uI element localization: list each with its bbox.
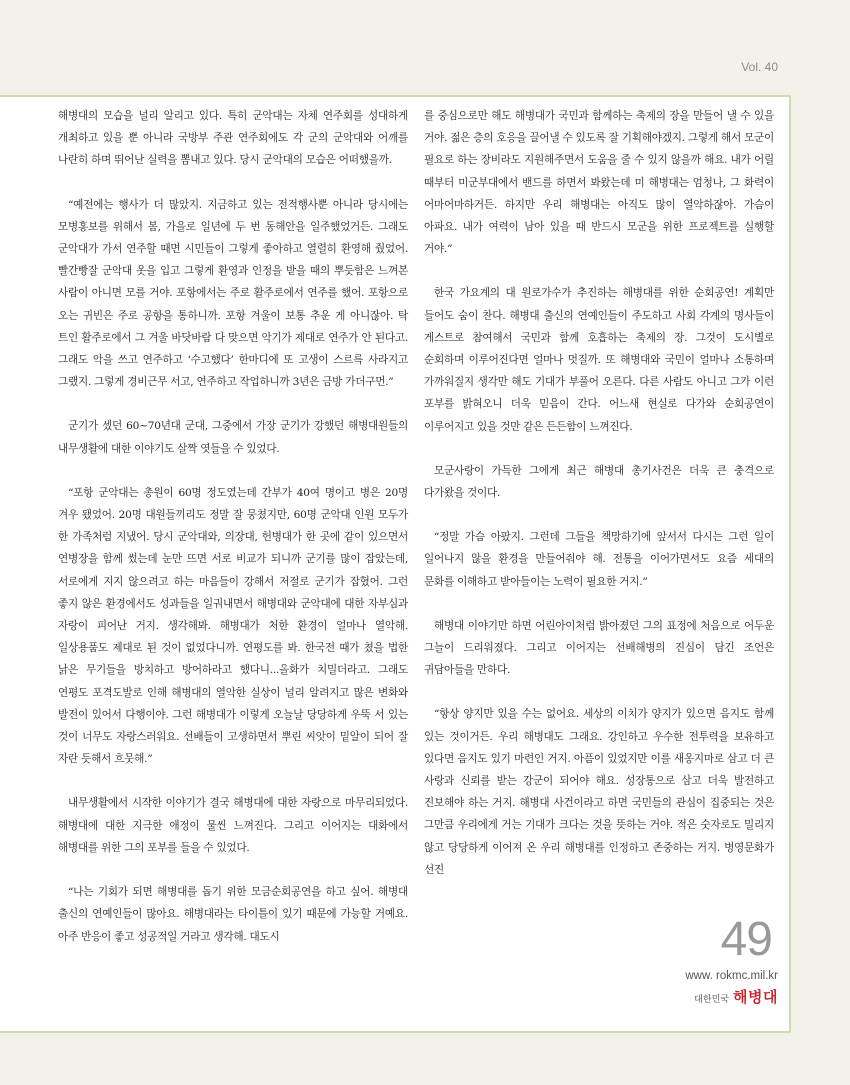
paragraph: “정말 가슴 아팠지. 그런데 그들을 책망하기에 앞서서 다시는 그런 일이 일어나지 않을 환경을 만들어줘야 해. 전통을 이어가면서도 요즘 세대의 문화를 이해하고 받아들이는 노력이 필요한 거지.” [424, 531, 774, 588]
paragraph: 를 중심으로만 해도 해병대가 국민과 함께하는 축제의 장을 만들어 낼 수 있을 거야. 젊은 층의 호응을 끌어낼 수 있도록 잘 기획해야겠지. 그렇게 해서 모군이 필요로 하는 장비라도 지원해주면서 도움을 줄 수 있지 않을까 해요. 내가 어릴 때부터 미군부대에서 밴드를 하면서 봐왔는데 미 해병대는 엄청나, 그 화력이 어마어마하거든. 하지만 우리 해병대는 아직도 많이 열악하잖아. 가슴이 아파요. 내가 여력이 남아 있을 때 반드시 모군을 위한 프로젝트를 실행할 거야.” [424, 110, 775, 256]
brand-name: 해병대 [733, 989, 778, 1006]
page-number: 49 [720, 913, 772, 966]
paragraph: “예전에는 행사가 더 많았지. 지금하고 있는 전적행사뿐 아니라 당시에는 모병홍보를 위해서 봄, 가을로 일년에 두 번 동해안을 일주했었거든. 그래도 군악대가 가서 연주할 때면 시민들이 그렇게 좋아하고 열렬히 환영해 줬었어. 빨간빵잘 군악대 옷을 입고 그렇게 환영과 인정을 받을 때의 뿌듯함은 느껴본 사람이 아니면 모를 거야. 포항에서는 주로 활주로에서 연주를 했어. 포항으로 오는 귀빈은 주로 공항을 통하니까. 포항 겨울이 보통 추운 게 아니잖아. 탁 트인 활주로에서 그 겨울 바닷바람 다 맞으면 악기가 제대로 연주가 안 된다고. 그래도 악을 쓰고 연주하고 ‘수고했다’ 한마디에 또 고생이 스르륵 사라지고 그랬지. 그렇게 경비근무 서고, 연주하고 작업하니까 3년은 금방 가더구먼.” [58, 198, 408, 389]
website-link[interactable]: www. rokmc.mil.kr [685, 970, 778, 982]
brand-small-text: 대한민국 [694, 994, 730, 1004]
paragraph: 한국 가요계의 대 원로가수가 추진하는 해병대를 위한 순회공연! 계획만 들어도 숨이 찬다. 해병대 출신의 연예인들이 주도하고 사회 각계의 명사들이 게스트로 참여해서 국민과 함께 호흡하는 축제의 장. 그것이 도시별로 순회하며 이루어진다면 얼마나 멋질까. 또 해병대와 국민이 얼마나 소통하며 가까워질지 생각만 해도 기대가 부풀어 오른다. 다른 사람도 아니고 그가 이런 포부를 밝혀오니 더욱 믿음이 간다. 어느새 현실로 다가와 순회공연이 이루어지고 있을 것만 같은 든든함이 느껴진다. [424, 287, 774, 433]
volume-label: Vol. 40 [741, 60, 778, 74]
paragraph: “포항 군악대는 총원이 60명 정도였는데 간부가 40여 명이고 병은 20명 겨우 됐었어. 20명 대원들끼리도 정말 잘 뭉쳤지만, 60명 군악대 인원 모두가 한 가족처럼 지냈어. 당시 군악대와, 의장대, 헌병대가 한 곳에 같이 있으면서 연병장을 함께 썼는데 눈만 뜨면 서로 비교가 되니까 군기를 많이 잡았는데, 서로에게 지지 않으려고 하는 마음들이 강해서 저절로 군기가 잡혔어. 그런 좋지 않은 환경에서도 성과들을 일궈내면서 해병대와 군악대에 대한 자부심과 자랑이 피어난 거지. 생각해봐. 해병대가 처한 환경이 얼마나 열악해. 일상용품도 제대로 된 것이 없었다니까. 연평도를 봐. 한국전 때가 쳤을 법한 낡은 무기들을 방치하고 방어하라고 했다니...올화가 치밀더라고. 그래도 연평도 포격도발로 인해 해병대의 열악한 실상이 널리 알려지고 많은 변화와 발전이 있어서 다행이야. 그런 해병대가 이렇게 오늘날 당당하게 우뚝 서 있는 것이 너무도 자랑스러워요. 선배들이 고생하면서 뿌린 씨앗이 밑알이 되어 잘 자란 듯해서 흐뭇해.” [58, 486, 408, 766]
paragraph: 모군사랑이 가득한 그에게 최근 해병대 총기사건은 더욱 큰 충격으로 다가왔을 것이다. [424, 464, 774, 500]
paragraph: 군기가 셌던 60~70년대 군대, 그중에서 가장 군기가 강했던 해병대원들의 내무생활에 대한 이야기도 살짝 엿들을 수 있었다. [58, 420, 408, 455]
paragraph: 내무생활에서 시작한 이야기가 결국 해병대에 대한 자랑으로 마무리되었다. 해병대에 대한 지극한 애정이 물씬 느껴진다. 그리고 이어지는 대화에서 해병대를 위한 그의 포부를 들을 수 있었다. [58, 797, 408, 854]
paragraph: “항상 양지만 있을 수는 없어요. 세상의 이치가 양지가 있으면 음지도 함께 있는 것이거든. 우리 해병대도 그래요. 강인하고 우수한 전투력을 보유하고 있다면 음지도 있기 마련인 거지. 아픔이 있었지만 이를 새옹지마로 삼고 더 큰 사랑과 신뢰를 받는 강군이 되어야 해요. 성장통으로 삼고 더욱 발전하고 진보해야 하는 거지. 해병대 사건이라고 하면 국민들의 관심이 집중되는 것은 그만큼 우리에게 거는 기대가 크다는 것을 뜻하는 거야. 적은 숫자로도 밀리지 않고 당당하게 이어져 온 우리 해병대를 인정하고 존중하는 거지. 병영문화가 선진 [424, 708, 774, 876]
right-column [424, 105, 774, 903]
paragraph: 해병대 이야기만 하면 어린아이처럼 밝아졌던 그의 표정에 처음으로 어두운 그늘이 드리워졌다. 그리고 이어지는 선배해병의 진심이 담긴 조언은 귀담아들을 만하다. [424, 619, 774, 677]
paragraph: “나는 기회가 되면 해병대를 돕기 위한 모금순회공연을 하고 싶어. 해병대 출신의 연예인들이 많아요. 해병대라는 타이틀이 있기 때문에 가능할 거예요. 아주 반응이 좋고 성공적일 거라고 생각해. 대도시 [58, 886, 408, 943]
paragraph: 해병대의 모습을 널리 알리고 있다. 특히 군악대는 자체 연주회를 성대하게 개최하고 있을 뿐 아니라 국방부 주관 연주회에도 각 군의 군악대와 어깨를 나란히 하며 뛰어난 실력을 뽐내고 있다. 당시 군악대의 모습은 어떠했을까. [58, 110, 408, 167]
brand-logo [694, 986, 778, 1007]
left-column [58, 105, 408, 970]
